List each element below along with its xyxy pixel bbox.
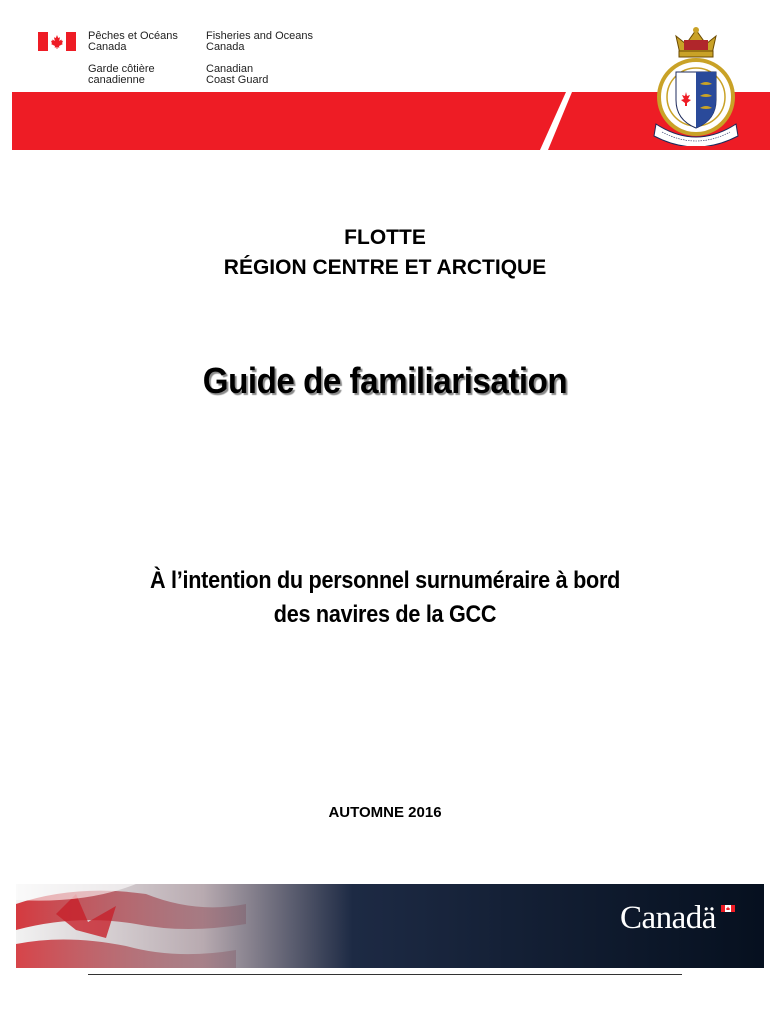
wordmark-flag-icon: [721, 905, 735, 912]
coast-guard-crest-icon: [652, 24, 740, 146]
signature-coastguard-fr: Garde côtière canadienne: [88, 63, 155, 86]
intended-audience-line2: des navires de la GCC: [273, 601, 497, 628]
signature-fisheries-fr: Pêches et Océans Canada: [88, 30, 178, 53]
canada-wordmark: Canadä: [620, 900, 716, 936]
signature-coastguard-en: Canadian Coast Guard: [206, 63, 269, 86]
signature-fisheries-en: Fisheries and Oceans Canada: [206, 30, 313, 53]
intended-audience-line1: À l’intention du personnel surnuméraire à bord: [149, 567, 621, 594]
intended-audience: [39, 564, 732, 632]
footer-divider: [88, 974, 682, 975]
guide-title: Guide de familiarisation: [202, 360, 568, 401]
fleet-title: FLOTTE: [344, 226, 426, 249]
season-date: AUTOMNE 2016: [328, 804, 442, 821]
region-title: RÉGION CENTRE ET ARCTIQUE: [223, 256, 547, 279]
